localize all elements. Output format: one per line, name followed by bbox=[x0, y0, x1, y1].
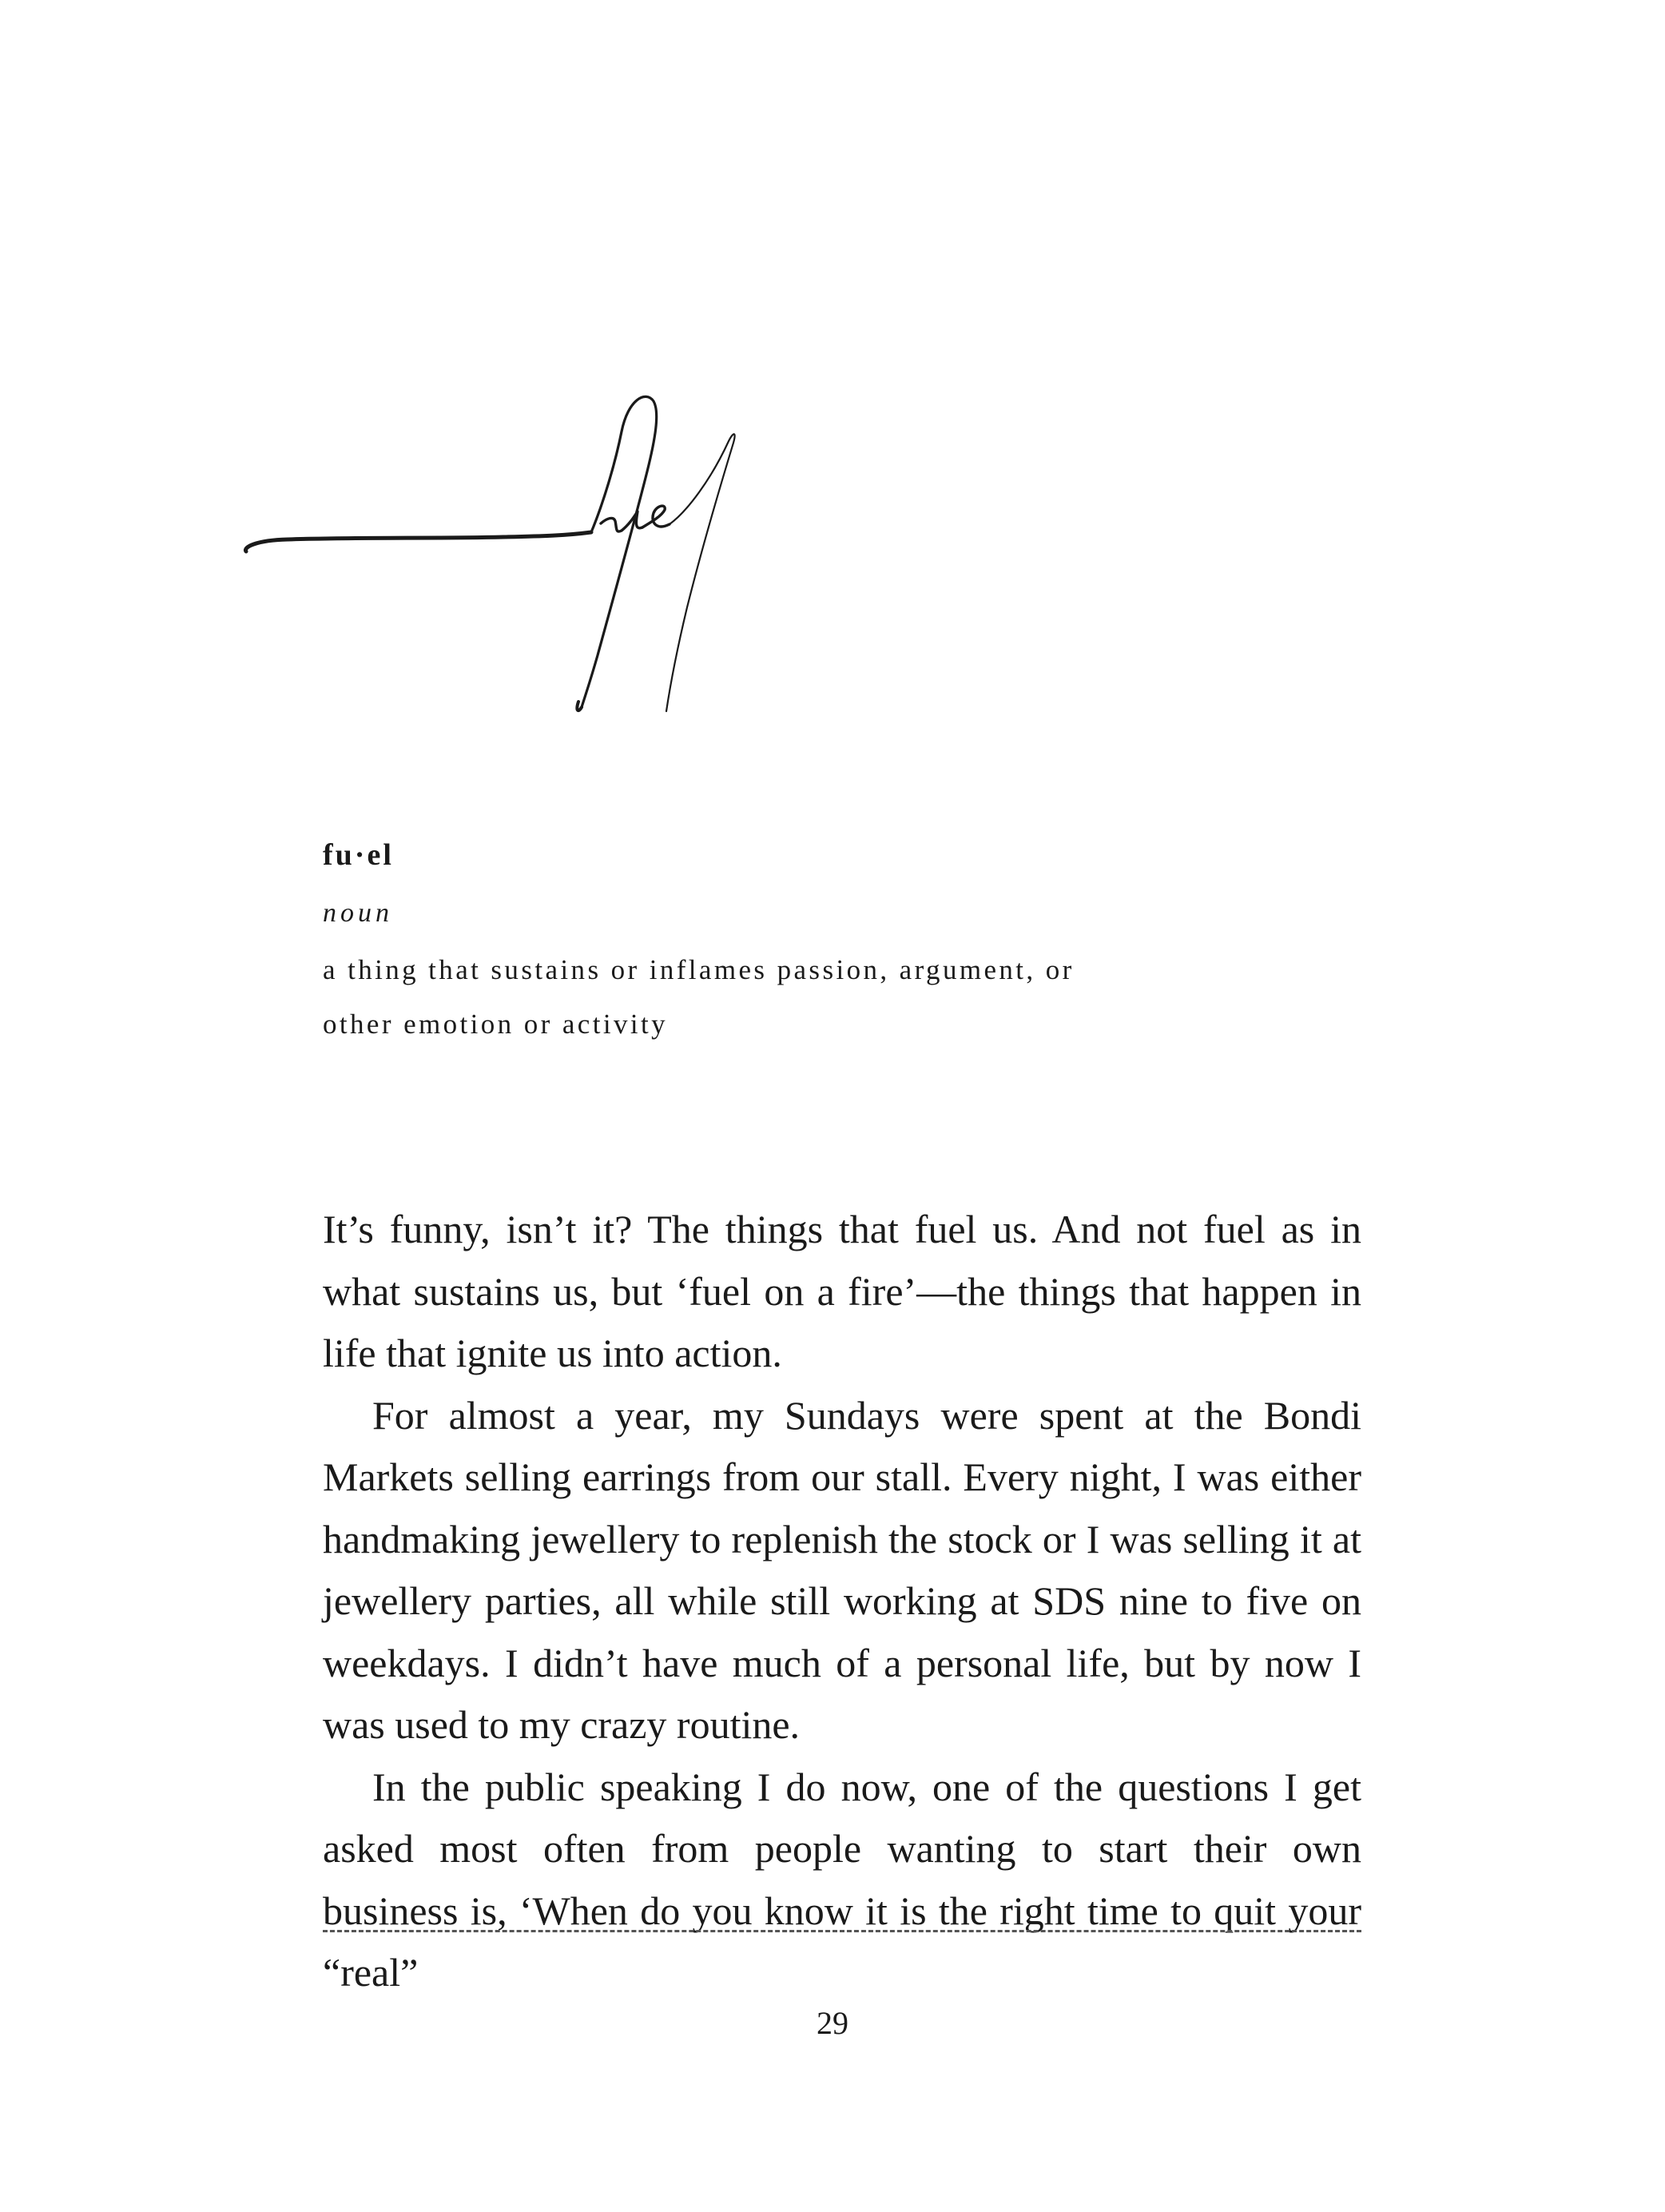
dotted-divider bbox=[323, 1930, 1361, 1932]
definition-gloss bbox=[323, 943, 1186, 1052]
gloss-line-2: other emotion or activity bbox=[323, 1009, 668, 1040]
dictionary-definition bbox=[323, 837, 1361, 1052]
paragraph-1: It’s funny, isn’t it? The things that fuel us. And not fuel as in what sustains us, but ‘fuel on a fire’—the things that happen in life that ignite us into action. bbox=[323, 1207, 1361, 1375]
paragraph-3: In the public speaking I do now, one of the questions I get asked most often from people wanting to start their own business is, ‘When do you know it is the right time to quit your “real” bbox=[323, 1764, 1361, 1995]
gloss-line-1: a thing that sustains or inflames passion, argument, or bbox=[323, 954, 1075, 985]
part-of-speech: noun bbox=[323, 898, 393, 928]
page-number: 29 bbox=[817, 2005, 848, 2041]
paragraph-2: For almost a year, my Sundays were spent at the Bondi Markets selling earrings from our stall. Every night, I was either handmaking jewellery to replenish the stock or I was selling it at jewellery parties, all while still working at SDS nine to five on weekdays. I didn’t have much of a personal life, but by now I was used to my crazy routine. bbox=[323, 1392, 1361, 1747]
body-text bbox=[323, 1199, 1361, 2004]
headword: fu·el bbox=[323, 838, 394, 872]
script-title-fuel bbox=[240, 384, 879, 743]
handwritten-fuel-logo bbox=[240, 384, 879, 743]
